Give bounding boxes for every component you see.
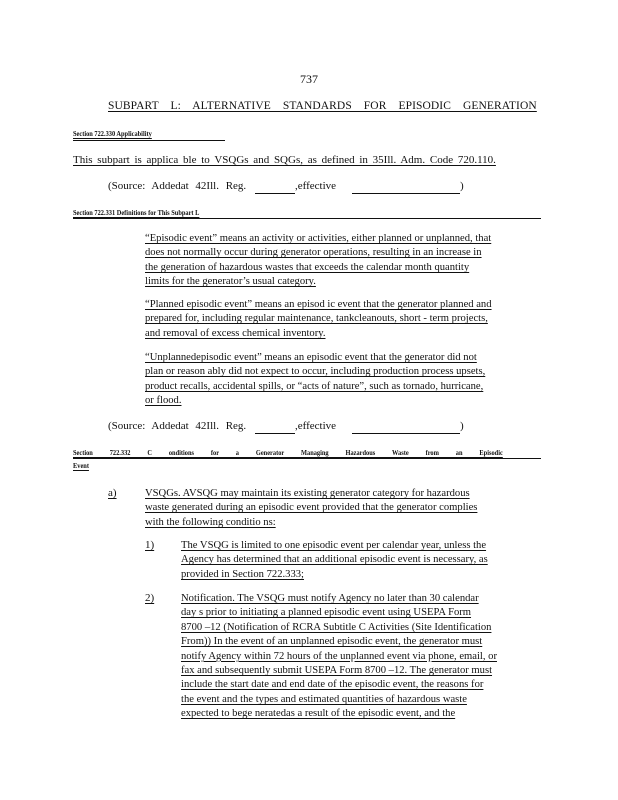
item-2-label: 2) xyxy=(145,592,155,604)
definition-line: “Episodic event” means an activity or activities, either planned or unplanned, that xyxy=(145,233,492,244)
source-blank-2 xyxy=(352,433,460,434)
paragraph-line: expected to bege neratedas a result of the episodic event, and the xyxy=(181,708,456,720)
item-1-label: 1) xyxy=(145,539,155,551)
source-blank-1 xyxy=(255,193,295,194)
definition-line: prepared for, including regular maintenance, tankcleanouts, short - term projects, xyxy=(145,313,488,325)
definition-line: “Unplannedepisodic event” means an episodic event that the generator did not xyxy=(145,352,477,363)
definition-line: product recalls, accidental spills, or “acts of nature”, such as tornado, hurricane, xyxy=(145,380,484,392)
source-effective-2: ,effective xyxy=(295,420,337,432)
source-note-2: (Source: Addedat 42Ill. Reg. xyxy=(108,420,247,432)
section-722-330-heading: Section 722.330 Applicability xyxy=(73,129,152,138)
paragraph-line: 8700 –12 (Notification of RCRA Subtitle C Activities (Site Identification xyxy=(181,621,492,633)
paragraph-line: Agency has determined that an additional episodic event is necessary, as xyxy=(181,554,488,566)
paragraph-line: notify Agency within 72 hours of the unplanned event via phone, email, or xyxy=(181,650,497,662)
section-722-332-heading-cont: Event xyxy=(73,461,89,470)
heading-rule xyxy=(73,458,541,459)
definition-line: or flood. xyxy=(145,395,182,407)
paragraph-line: with the following conditio ns: xyxy=(145,516,276,528)
paragraph-line: VSQGs. AVSQG may maintain its existing generator category for hazardous xyxy=(145,488,470,499)
subsection-a-text xyxy=(145,487,477,530)
definition-episodic-event xyxy=(145,232,491,290)
item-2-text xyxy=(181,592,497,722)
heading-rule xyxy=(73,218,541,219)
subsection-a-label: a) xyxy=(108,487,117,499)
paragraph-line: fax and subsequently submit USEPA Form 8700 –12. The generator must xyxy=(181,665,493,677)
subpart-title: SUBPART L: ALTERNATIVE STANDARDS FOR EPISODIC GENERATION xyxy=(108,100,537,112)
paragraph-line: the event and the types and estimated quantities of hazardous waste xyxy=(181,693,467,705)
paragraph-line: include the start date and end date of the episodic event, the reasons for xyxy=(181,679,484,691)
heading-rule xyxy=(73,140,225,141)
definition-line: and removal of excess chemical inventory. xyxy=(145,327,326,339)
source-blank-1 xyxy=(255,433,295,434)
definition-line: plan or reason ably did not expect to occur, including production process upsets, xyxy=(145,366,486,378)
section-722-330-text: This subpart is applica ble to VSQGs and SQGs, as defined in 35Ill. Adm. Code 720.110. xyxy=(73,154,496,166)
paragraph-line: The VSQG is limited to one episodic event per calendar year, unless the xyxy=(181,540,487,551)
definition-line: “Planned episodic event” means an episod ic event that the generator planned and xyxy=(145,299,492,310)
item-1-text xyxy=(181,539,488,582)
paragraph-line: Notification. The VSQG must notify Agency no later than 30 calendar xyxy=(181,593,479,604)
source-effective-1: ,effective xyxy=(295,180,337,192)
source-close-2: ) xyxy=(460,420,464,432)
definition-line: the generation of hazardous wastes that exceeds the calendar month quantity xyxy=(145,261,470,273)
source-blank-2 xyxy=(352,193,460,194)
source-close-1: ) xyxy=(460,180,464,192)
page-number: 737 xyxy=(300,72,318,86)
definition-line: limits for the generator’s usual category. xyxy=(145,276,316,288)
definition-unplanned-episodic-event xyxy=(145,351,485,409)
definition-planned-episodic-event xyxy=(145,298,492,341)
source-note-1: (Source: Addedat 42Ill. Reg. xyxy=(108,180,247,192)
definition-line: does not normally occur during generator operations, resulting in an increase in xyxy=(145,247,482,259)
paragraph-line: waste generated during an episodic event provided that the generator complies xyxy=(145,502,478,514)
paragraph-line: day s prior to initiating a planned episodic event using USEPA Form xyxy=(181,607,472,619)
section-722-332-heading: Section 722.332 C onditions for a Generator Managing Hazardous Waste from an Episodic xyxy=(73,448,503,457)
section-722-331-heading: Section 722.331 Definitions for This Subpart L xyxy=(73,208,200,217)
paragraph-line: From)) In the event of an unplanned episodic event, the generator must xyxy=(181,636,483,648)
paragraph-line: provided in Section 722.333; xyxy=(181,568,304,580)
